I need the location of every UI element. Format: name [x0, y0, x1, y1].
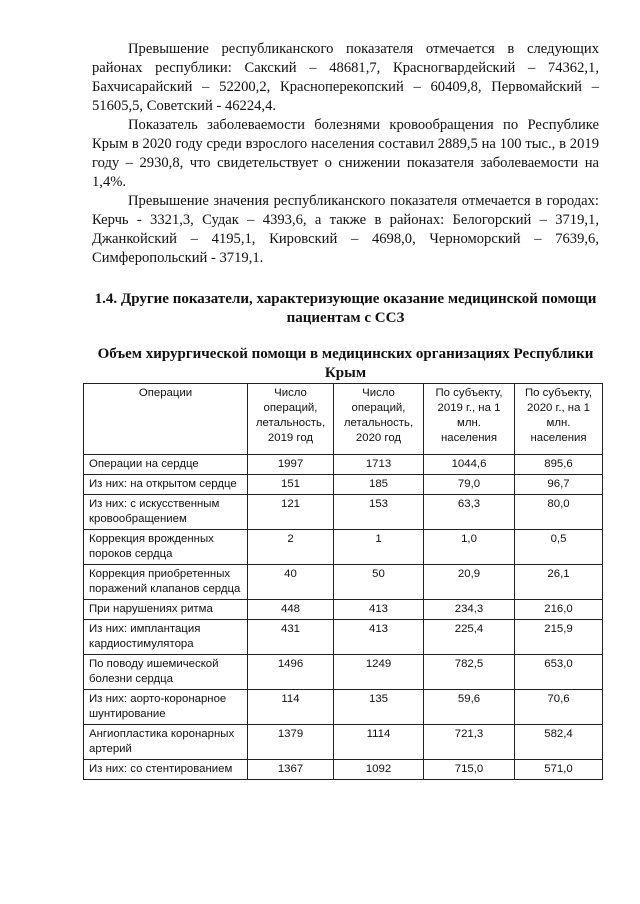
operation-cell: Из них: с искусственным кровообращением — [84, 495, 248, 530]
operation-cell: Коррекция приобретенных поражений клапанов сердца — [84, 565, 248, 600]
table-row — [84, 690, 603, 725]
value-cell: 79,0 — [424, 475, 515, 495]
value-cell: 153 — [334, 495, 424, 530]
table-row — [84, 455, 603, 475]
value-cell: 448 — [248, 600, 334, 620]
table-row — [84, 495, 603, 530]
column-header: Число операций, летальность, 2020 год — [334, 384, 424, 455]
operation-cell: Ангиопластика коронарных артерий — [84, 725, 248, 760]
value-cell: 225,4 — [424, 620, 515, 655]
value-cell: 1367 — [248, 760, 334, 780]
table-row — [84, 530, 603, 565]
value-cell: 582,4 — [515, 725, 603, 760]
operation-cell: Из них: со стентированием — [84, 760, 248, 780]
value-cell: 653,0 — [515, 655, 603, 690]
body-text — [92, 40, 599, 268]
operation-cell: При нарушениях ритма — [84, 600, 248, 620]
table-row — [84, 565, 603, 600]
value-cell: 1044,6 — [424, 455, 515, 475]
paragraph-1: Превышение республиканского показателя отмечается в следующих районах республики: Сакский – 48681,7, Красногвардейский – 74362,1, Бахчисарайский – 52200,2, Красноперекопский – 60409,8, Первомайский – 51605,5, Советский - 46224,4. — [92, 41, 599, 114]
value-cell: 721,3 — [424, 725, 515, 760]
table-row — [84, 475, 603, 495]
paragraph-2: Показатель заболеваемости болезнями кровообращения по Республике Крым в 2020 году среди взрослого населения составил 2889,5 на 100 тыс., в 2019 году – 2930,8, что свидетельствует о снижении показателя заболеваемости на 1,4%. — [92, 117, 599, 190]
value-cell: 413 — [334, 600, 424, 620]
value-cell: 1249 — [334, 655, 424, 690]
table-row — [84, 620, 603, 655]
operation-cell: Из них: имплантация кардиостимулятора — [84, 620, 248, 655]
value-cell: 1997 — [248, 455, 334, 475]
value-cell: 121 — [248, 495, 334, 530]
operation-cell: Операции на сердце — [84, 455, 248, 475]
value-cell: 114 — [248, 690, 334, 725]
table-row — [84, 600, 603, 620]
value-cell: 0,5 — [515, 530, 603, 565]
value-cell: 96,7 — [515, 475, 603, 495]
value-cell: 50 — [334, 565, 424, 600]
value-cell: 715,0 — [424, 760, 515, 780]
value-cell: 413 — [334, 620, 424, 655]
operation-cell: По поводу ишемической болезни сердца — [84, 655, 248, 690]
table-row — [84, 760, 603, 780]
column-header: Операции — [84, 384, 248, 455]
value-cell: 215,9 — [515, 620, 603, 655]
value-cell: 20,9 — [424, 565, 515, 600]
value-cell: 80,0 — [515, 495, 603, 530]
value-cell: 234,3 — [424, 600, 515, 620]
value-cell: 135 — [334, 690, 424, 725]
table-row — [84, 655, 603, 690]
value-cell: 431 — [248, 620, 334, 655]
column-header: По субъекту, 2019 г., на 1 млн. населения — [424, 384, 515, 455]
value-cell: 26,1 — [515, 565, 603, 600]
value-cell: 59,6 — [424, 690, 515, 725]
operation-cell: Из них: на открытом сердце — [84, 475, 248, 495]
table-header-row — [84, 384, 603, 455]
value-cell: 63,3 — [424, 495, 515, 530]
surgery-table — [83, 383, 603, 780]
operation-cell: Коррекция врожденных пороков сердца — [84, 530, 248, 565]
value-cell: 571,0 — [515, 760, 603, 780]
value-cell: 782,5 — [424, 655, 515, 690]
paragraph-3: Превышение значения республиканского показателя отмечается в городах: Керчь - 3321,3, Судак – 4393,6, а также в районах: Белогорский – 3719,1, Джанкойский – 4195,1, Кировский – 4698,0, Черноморский – 7639,6, Симферопольский - 3719,1. — [92, 193, 599, 266]
value-cell: 2 — [248, 530, 334, 565]
value-cell: 1 — [334, 530, 424, 565]
value-cell: 151 — [248, 475, 334, 495]
value-cell: 1114 — [334, 725, 424, 760]
table-title: Объем хирургической помощи в медицинских организациях Республики Крым — [97, 346, 594, 381]
operation-cell: Из них: аорто-коронарное шунтирование — [84, 690, 248, 725]
column-header: По субъекту, 2020 г., на 1 млн. населения — [515, 384, 603, 455]
table-row — [84, 725, 603, 760]
value-cell: 1379 — [248, 725, 334, 760]
section-heading: 1.4. Другие показатели, характеризующие оказание медицинской помощи пациентам с ССЗ — [94, 291, 597, 326]
value-cell: 185 — [334, 475, 424, 495]
value-cell: 216,0 — [515, 600, 603, 620]
value-cell: 895,6 — [515, 455, 603, 475]
value-cell: 70,6 — [515, 690, 603, 725]
value-cell: 1092 — [334, 760, 424, 780]
value-cell: 1496 — [248, 655, 334, 690]
value-cell: 1,0 — [424, 530, 515, 565]
value-cell: 1713 — [334, 455, 424, 475]
value-cell: 40 — [248, 565, 334, 600]
column-header: Число операций, летальность, 2019 год — [248, 384, 334, 455]
